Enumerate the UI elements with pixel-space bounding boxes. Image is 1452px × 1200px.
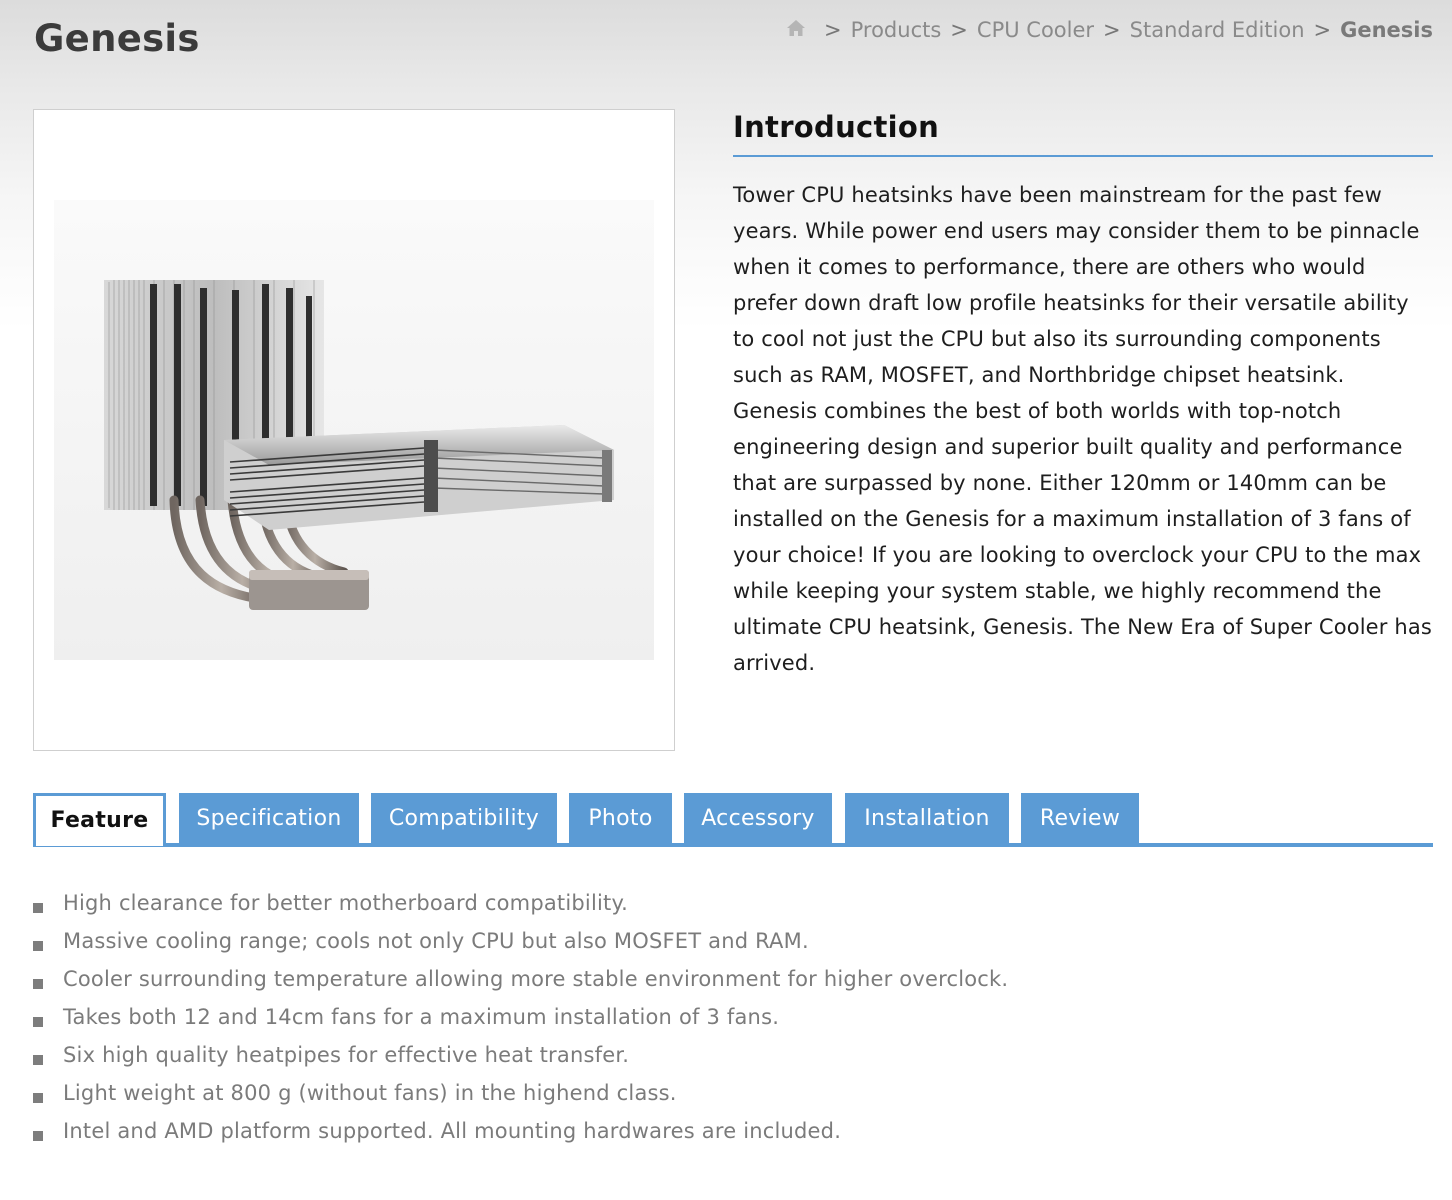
feature-text: High clearance for better motherboard compatibility. [63, 891, 628, 915]
feature-item [33, 1112, 1008, 1150]
tab-compatibility[interactable]: Compatibility [371, 793, 557, 843]
feature-item [33, 922, 1008, 960]
breadcrumb-separator: > [1103, 18, 1121, 42]
breadcrumb [785, 18, 1433, 42]
cpu-cooler-heatsink-photo [54, 200, 654, 670]
introduction-body: Tower CPU heatsinks have been mainstream for the past few years. While power end users may consider them to be pinnacle when it comes to performance, there are others who would prefer down draft low profile heatsinks for their versatile ability to cool not just the CPU but also its surrounding components such as RAM, MOSFET, and Northbridge chipset heatsink. Genesis combines the best of both worlds with top-notch engineering design and superior built quality and performance that are surpassed by none. Either 120mm or 140mm can be installed on the Genesis for a maximum installation of 3 fans of your choice! If you are looking to overclock your CPU to the max while keeping your system stable, we highly recommend the ultimate CPU heatsink, Genesis. The New Era of Super Cooler has arrived. [733, 183, 1432, 675]
breadcrumb-separator: > [950, 18, 968, 42]
product-tabs [33, 793, 1433, 847]
tab-photo[interactable]: Photo [569, 793, 672, 843]
breadcrumb-separator: > [824, 18, 842, 42]
breadcrumb-link-cpu-cooler[interactable]: CPU Cooler [976, 18, 1095, 42]
feature-text: Light weight at 800 g (without fans) in the highend class. [63, 1081, 677, 1105]
breadcrumb-link-standard-edition[interactable]: Standard Edition [1129, 18, 1305, 42]
square-bullet-icon [33, 1131, 43, 1141]
introduction-section [733, 110, 1433, 681]
product-image-frame[interactable] [33, 109, 675, 751]
feature-item [33, 1036, 1008, 1074]
tab-accessory[interactable]: Accessory [684, 793, 832, 843]
breadcrumb-link-products[interactable]: Products [850, 18, 942, 42]
feature-text: Takes both 12 and 14cm fans for a maximum installation of 3 fans. [63, 1005, 780, 1029]
square-bullet-icon [33, 1093, 43, 1103]
tab-specification[interactable]: Specification [179, 793, 359, 843]
feature-item [33, 884, 1008, 922]
tab-installation[interactable]: Installation [845, 793, 1009, 843]
square-bullet-icon [33, 1017, 43, 1027]
feature-item [33, 1074, 1008, 1112]
square-bullet-icon [33, 941, 43, 951]
page-title: Genesis [34, 17, 200, 60]
breadcrumb-current: Genesis [1340, 18, 1433, 42]
tab-review[interactable]: Review [1021, 793, 1139, 843]
feature-text: Massive cooling range; cools not only CPU but also MOSFET and RAM. [63, 929, 809, 953]
feature-list [33, 884, 1008, 1150]
feature-item [33, 960, 1008, 998]
feature-text: Six high quality heatpipes for effective heat transfer. [63, 1043, 630, 1067]
square-bullet-icon [33, 1055, 43, 1065]
introduction-heading: Introduction [733, 110, 1433, 157]
breadcrumb-separator: > [1313, 18, 1332, 42]
square-bullet-icon [33, 903, 43, 913]
tab-feature[interactable]: Feature [33, 793, 166, 846]
home-icon[interactable] [785, 17, 807, 39]
feature-item [33, 998, 1008, 1036]
feature-text: Intel and AMD platform supported. All mounting hardwares are included. [63, 1119, 842, 1143]
feature-text: Cooler surrounding temperature allowing more stable environment for higher overclock. [63, 967, 1009, 991]
square-bullet-icon [33, 979, 43, 989]
